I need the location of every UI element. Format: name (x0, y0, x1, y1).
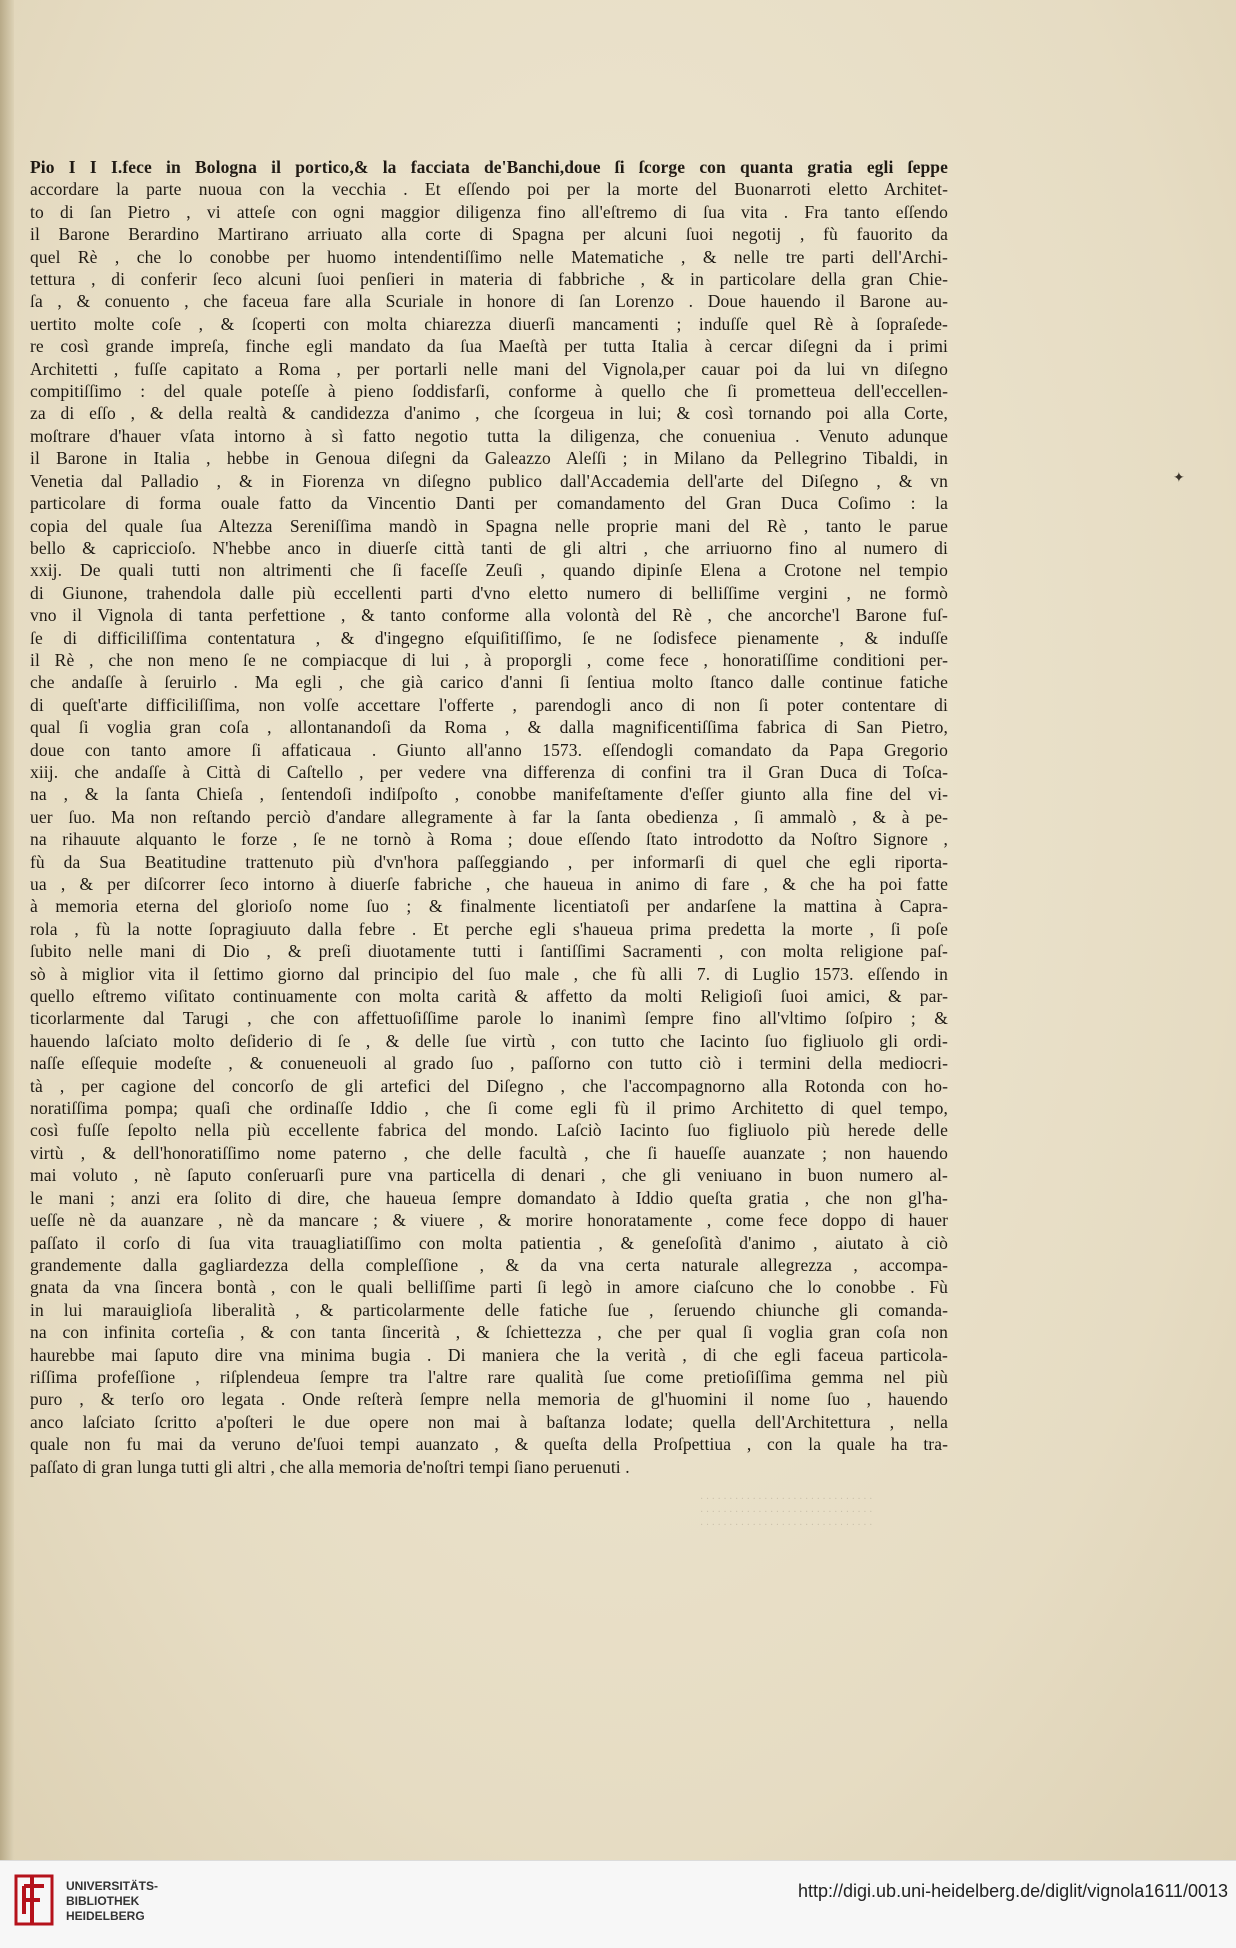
text-line: ſa , & conuento , che faceua fare alla Scuriale in honore di ſan Lorenzo . Doue hauendo il Barone au- (30, 291, 948, 312)
library-name-line-1: UNIVERSITÄTS- (66, 1879, 159, 1893)
text-line: bello & capriccioſo. N'hebbe anco in diuerſe città tanti de gli altri , che arriuorno fino al numero di (30, 537, 948, 558)
text-line: re così grande impreſa, finche egli mandato da ſua Maeſtà per tutta Italia à cercar diſegni da i primi (30, 336, 948, 357)
text-line: di queſt'arte difficiliſſima, non volſe accettare l'offerte , parendogli anco di non ſi poter contentare di (30, 694, 948, 715)
text-line: tà , per cagione del concorſo de gli artefici del Diſegno , che l'accompagnorno alla Rotonda con ho- (30, 1075, 948, 1096)
text-line: hauendo laſciato molto deſiderio di ſe , & delle ſue virtù , con tutto che Iacinto ſuo figliuolo gli ordi- (30, 1030, 948, 1051)
text-line: rola , fù la notte ſopragiuuto dalla febre . Et perche egli s'haueua prima predetta la morte , ſi poſe (30, 918, 948, 939)
footer-bar (0, 1860, 1236, 1948)
text-line: riſſima profeſſione , riſplendeua ſempre tra l'altre rare qualità ſue come pretioſiſſima gemma nel più (30, 1366, 948, 1387)
text-line: Venetia dal Palladio , & in Fiorenza vn diſegno publico dall'Accademia dell'arte del Diſegno , & vn (30, 470, 948, 491)
text-line: il Rè , che non meno ſe ne compiacque di lui , à proporgli , come fece , honoratiſſime conditioni per- (30, 649, 948, 670)
page-spine-shadow (0, 0, 14, 1860)
text-line: quale non fu mai da veruno de'ſuoi tempi auanzato , & queſta della Proſpettiua , con la quale ha tra- (30, 1434, 948, 1455)
text-line: gnata da vna ſincera bontà , con le quali belliſſime parti ſi legò in amore ciaſcuno che lo conobbe . Fù (30, 1277, 948, 1298)
text-line: noratiſſima pompa; quaſi che ordinaſſe Iddio , che ſi come egli fù il primo Architetto di quel tempo, (30, 1098, 948, 1119)
source-url-link[interactable]: http://digi.ub.uni-heidelberg.de/diglit/vignola1611/0013 (798, 1881, 1228, 1901)
text-line: ua , & per diſcorrer ſeco intorno à diuerſe fabriche , che haueua in animo di fare , & che ha poi fatte (30, 874, 948, 894)
library-name (66, 1879, 158, 1924)
text-line: uertito molte coſe , & ſcoperti con molta chiarezza diuerſi mancamenti ; induſſe quel Rè à ſopraſede- (30, 313, 948, 334)
text-line: ticorlarmente dal Tarugi , che con affettuoſiſſime parole lo inanimì ſempre fino all'vltimo ſoſpiro ; & (30, 1008, 948, 1029)
text-line: quello eſtremo viſitato continuamente con molta carità & affetto da molti Religioſi ſuoi amici, & par- (30, 986, 948, 1007)
text-line: na , & la ſanta Chieſa , ſentendoſi indiſpoſto , conobbe manifeſtamente d'eſſer giunto alla fine del vi- (30, 784, 948, 805)
text-line: qual ſi voglia gran coſa , allontanandoſi da Roma , & dalla magnificentiſſima fabrica di San Pietro, (30, 717, 948, 738)
text-line: fù da Sua Beatitudine trattenuto più d'vn'hora paſſeggiando , per informarſi di quel che egli riporta- (30, 851, 948, 872)
text-line: il Barone Berardino Martirano arriuato alla corte di Spagna per alcuni ſuoi negotij , fù fauorito da (30, 224, 948, 245)
text-line: paſſato di gran lunga tutti gli altri , che alla memoria de'noſtri tempi ſiano peruenuti . (30, 1456, 630, 1477)
text-line: in lui marauiglioſa liberalità , & particolarmente delle fatiche ſue , ſeruendo chiunche gli comanda- (30, 1299, 948, 1320)
text-line: naſſe eſſequie modeſte , & conueneuoli al grado ſuo , paſſorno con tutto ciò i termini della mediocri- (30, 1053, 948, 1074)
show-through-text: · · · · · · · · · · · · · · · · · · · · · · · · · · · · · · · · · · · · · · · · · · · · · · · · · · · · · · · · · · · · · · · · · · · · · · · · · · · · · · · · · · · · · · · · · · (700, 1494, 873, 1531)
text-line: così fuſſe ſepolto nella più eccellente fabrica del mondo. Laſciò Iacinto ſuo figliuolo più herede delle (30, 1120, 948, 1141)
text-line: particolare di forma ouale fatto da Vincentio Danti per comandamento del Gran Duca Coſimo : la (30, 493, 948, 514)
text-line: ueſſe nè da auanzare , nè da mancare ; & viuere , & morire honoratamente , come fece doppo di hauer (30, 1210, 948, 1231)
text-line: xiij. che andaſſe à Città di Caſtello , per vedere vna differenza di confini tra il Gran Duca di Toſca- (30, 761, 948, 782)
library-name-line-3: HEIDELBERG (66, 1909, 145, 1923)
library-logo-icon (14, 1872, 54, 1928)
text-line: copia del quale ſua Altezza Sereniſſima mandò in Spagna nelle proprie mani del Rè , tanto le parue (30, 515, 948, 536)
text-line: ſubito nelle mani di Dio , & preſi diuotamente tutti i ſantiſſimi Sacramenti , con molta religione paſ- (30, 941, 948, 962)
text-line: il Barone in Italia , hebbe in Genoua diſegni da Galeazzo Aleſſi ; in Milano da Pellegrino Tibaldi, in (30, 448, 948, 469)
text-line: sò à miglior vita il ſettimo giorno dal principio del ſuo male , che fù alli 7. di Luglio 1573. eſſendo in (30, 963, 948, 984)
text-line: na con infinita corteſia , & con tanta ſincerità , & ſchiettezza , che per qual ſi voglia gran coſa non (30, 1322, 948, 1343)
text-line: di Giunone, trahendola dalle più eccellenti parti d'vno eletto numero di belliſſime vergini , ne formò (30, 582, 948, 603)
text-line: vno il Vignola di tanta perfettione , & tanto conforme alla volontà del Rè , che ancorche'l Barone fuſ- (30, 605, 948, 626)
text-line: che andaſſe à ſeruirlo . Ma egli , che già carico d'anni ſi ſentiua molto ſtanco dalle continue fatiche (30, 672, 948, 693)
text-line: compitiſſimo : del quale poteſſe à pieno ſoddisfarſi, conforme à quello che ſi prometteua dell'eccellen- (30, 381, 948, 402)
text-line: doue con tanto amore ſi affaticaua . Giunto all'anno 1573. eſſendogli comandato da Papa Gregorio (30, 739, 948, 760)
body-text (30, 156, 948, 1478)
text-line: haurebbe mai ſaputo dire vna minima bugia . Di maniera che la verità , di che egli faceua particola- (30, 1344, 948, 1365)
text-line: xxij. De quali tutti non altrimenti che ſi faceſſe Zeuſi , quando dipinſe Elena a Crotone nel tempio (30, 560, 948, 581)
text-line: moſtrare d'hauer vſata intorno à sì fatto negotio tutta la diligenza, che conueniua . Venuto adunque (30, 425, 948, 446)
text-line: paſſato il corſo di ſua vita trauagliatiſſimo con molta patientia , & geneſoſità d'animo , aiutato à ciò (30, 1232, 948, 1253)
ink-speck: ✦ (1173, 471, 1185, 486)
text-line: ſe di difficiliſſima contentatura , & d'ingegno eſquiſitiſſimo, ſe ne ſodisfece pienamente , & induſſe (30, 627, 948, 648)
text-line: grandemente dalla gagliardezza della compleſſione , & da vna certa naturale allegrezza , accompa- (30, 1254, 948, 1275)
text-line: quel Rè , che lo conobbe per huomo intendentiſſimo nelle Matematiche , & nelle tre parti dell'Archi- (30, 246, 948, 267)
text-line: Architetti , fuſſe capitato a Roma , per portarli nelle mani del Vignola,per cauar poi da lui vn diſegno (30, 358, 948, 379)
text-line: le mani ; anzi era ſolito di dire, che haueua ſempre domandato à Iddio queſta gratia , che non gl'ha- (30, 1187, 948, 1208)
text-line: anco laſciato ſcritto a'poſteri le due opere non mai à baſtanza lodate; quella dell'Architettura , nella (30, 1411, 948, 1432)
text-line: za di eſſo , & della realtà & candidezza d'animo , che ſcorgeua in lui; & così tornando poi alla Corte, (30, 403, 948, 424)
text-line: tettura , di conferir ſeco alcuni ſuoi penſieri in materia di fabbriche , & in particolare della gran Chie- (30, 269, 948, 290)
text-line: puro , & terſo oro legata . Onde reſterà ſempre nella memoria de gl'huomini il nome ſuo , hauendo (30, 1389, 948, 1410)
text-line: Pio I I I.fece in Bologna il portico,& la facciata de'Banchi,doue ſi ſcorge con quanta gratia egli ſeppe (30, 157, 948, 177)
text-line: accordare la parte nuoua con la vecchia . Et eſſendo poi per la morte del Buonarroti eletto Architet- (30, 179, 948, 200)
library-name-line-2: BIBLIOTHEK (66, 1894, 140, 1908)
text-line: mai voluto , nè ſaputo conſeruarſi pure vna particella di denari , che gli veniuano in buon numero al- (30, 1165, 948, 1186)
text-line: à memoria eterna del glorioſo nome ſuo ; & finalmente licentiatoſi per andarſene la mattina à Capra- (30, 896, 948, 917)
text-line: virtù , & dell'honoratiſſimo nome paterno , che delle facultà , che ſi haueſſe auanzate ; non hauendo (30, 1142, 948, 1163)
text-line: na rihauute alquanto le forze , ſe ne tornò à Roma ; doue eſſendo ſtato introdotto da Noſtro Signore , (30, 829, 948, 850)
text-line: to di ſan Pietro , vi atteſe con ogni maggior diligenza fino all'eſtremo di ſua vita . Fra tanto eſſendo (30, 201, 948, 222)
text-line: uer ſuo. Ma non reſtando perciò d'andare allegramente à far la ſanta obedienza , ſi ammalò , & à pe- (30, 806, 948, 827)
